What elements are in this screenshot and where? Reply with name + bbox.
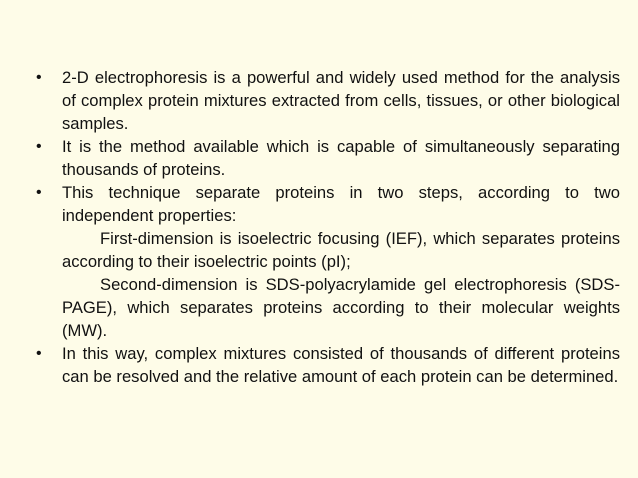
bullet-item-resolution xyxy=(36,342,620,388)
subparagraph-first-dimension: First-dimension is isoelectric focusing (IEF), which separates proteins according to their isoelectric points (pI); xyxy=(62,229,620,271)
subparagraph-second-dimension: Second-dimension is SDS-polyacrylamide gel electrophoresis (SDS-PAGE), which separates proteins according to their molecular weights (MW). xyxy=(62,275,620,340)
bullet-text: 2-D electrophoresis is a powerful and widely used method for the analysis of complex protein mixtures extracted from cells, tissues, or other biological samples. xyxy=(62,68,620,133)
bullet-item-two-steps xyxy=(36,181,620,227)
bullet-text: This technique separate proteins in two steps, according to two independent properties: xyxy=(62,183,620,225)
bullet-icon: • xyxy=(36,345,42,362)
bullet-item-method-capability xyxy=(36,135,620,181)
bullet-icon: • xyxy=(36,184,42,201)
bullet-item-2d-electrophoresis xyxy=(36,66,620,135)
bullet-icon: • xyxy=(36,138,42,155)
slide-body xyxy=(36,66,620,388)
bullet-icon: • xyxy=(36,69,42,86)
bullet-text: It is the method available which is capable of simultaneously separating thousands of proteins. xyxy=(62,137,620,179)
bullet-text: In this way, complex mixtures consisted of thousands of different proteins can be resolved and the relative amount of each protein can be determined. xyxy=(62,344,620,386)
